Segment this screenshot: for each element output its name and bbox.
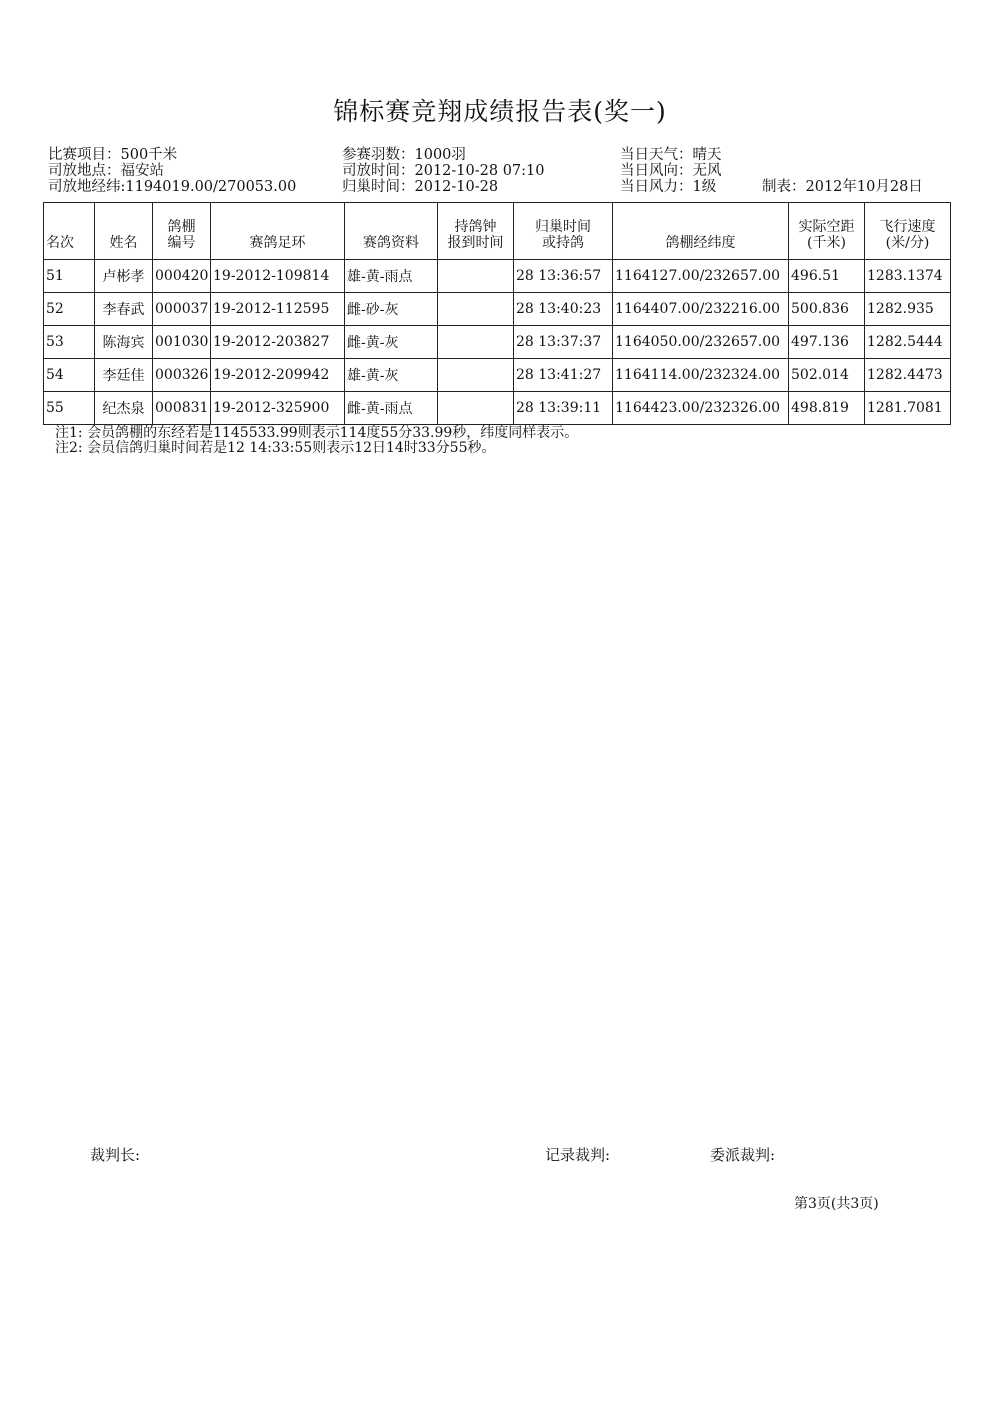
ring-cell: 19-2012-112595 xyxy=(211,293,345,326)
column-header-text: 归巢时间 xyxy=(535,219,591,235)
name-cell: 纪杰泉 xyxy=(95,392,153,425)
loft-id-cell: 000420 xyxy=(153,260,211,293)
coordinates-cell: 1164127.00/232657.00 xyxy=(613,260,789,293)
name-cell: 李廷佳 xyxy=(95,359,153,392)
delegated-judge-label: 委派裁判: xyxy=(710,1146,776,1164)
table-row xyxy=(44,293,951,326)
column-header-text: 编号 xyxy=(167,235,196,251)
info-column-left xyxy=(48,147,296,195)
column-header-text: 赛鸽足环 xyxy=(249,235,306,251)
release-time: 司放时间：2012-10-28 07:10 xyxy=(342,163,545,179)
wind-force: 当日风力：1级 xyxy=(620,179,717,195)
column-header-text: (米/分) xyxy=(885,235,930,251)
info-column-right xyxy=(620,147,722,195)
speed-cell: 1282.4473 xyxy=(865,359,951,392)
results-table xyxy=(43,202,951,425)
coordinates-cell: 1164050.00/232657.00 xyxy=(613,326,789,359)
table-row xyxy=(44,392,951,425)
column-header-text: 名次 xyxy=(46,235,74,251)
info-column-middle xyxy=(342,147,545,195)
column-header-text: 鸽棚经纬度 xyxy=(665,235,736,251)
column-header-text: 或持鸽 xyxy=(542,235,584,251)
distance-cell: 502.014 xyxy=(789,359,865,392)
loft-id-cell: 000037 xyxy=(153,293,211,326)
pigeon-info-cell: 雌-黄-灰 xyxy=(345,326,438,359)
table-row xyxy=(44,326,951,359)
rank-cell: 53 xyxy=(44,326,95,359)
loft-id-cell: 000326 xyxy=(153,359,211,392)
loft-id-cell: 000831 xyxy=(153,392,211,425)
page-number: 第3页(共3页) xyxy=(794,1196,879,1212)
rank-cell: 51 xyxy=(44,260,95,293)
release-location: 司放地点：福安站 xyxy=(48,163,164,179)
wind-direction: 当日风向：无风 xyxy=(620,163,722,179)
distance-cell: 497.136 xyxy=(789,326,865,359)
column-header-text: 鸽棚 xyxy=(167,219,196,235)
name-cell: 卢彬孝 xyxy=(95,260,153,293)
return-time-cell: 28 13:36:57 xyxy=(514,260,613,293)
clock-time-cell xyxy=(438,392,514,425)
column-header xyxy=(438,203,514,260)
column-header xyxy=(514,203,613,260)
column-header-text: 赛鸽资料 xyxy=(363,235,419,251)
speed-cell: 1282.935 xyxy=(865,293,951,326)
ring-cell: 19-2012-325900 xyxy=(211,392,345,425)
column-header-text: 实际空距 xyxy=(798,219,855,235)
clock-time-cell xyxy=(438,359,514,392)
speed-cell: 1282.5444 xyxy=(865,326,951,359)
coordinates-cell: 1164114.00/232324.00 xyxy=(613,359,789,392)
column-header xyxy=(44,203,95,260)
pigeon-info-cell: 雌-砂-灰 xyxy=(345,293,438,326)
rank-cell: 54 xyxy=(44,359,95,392)
rank-cell: 52 xyxy=(44,293,95,326)
column-header-text: 报到时间 xyxy=(447,235,504,251)
entry-count: 参赛羽数：1000羽 xyxy=(342,147,466,163)
column-header xyxy=(345,203,438,260)
column-header xyxy=(153,203,211,260)
clock-time-cell xyxy=(438,326,514,359)
name-cell: 陈海宾 xyxy=(95,326,153,359)
ring-cell: 19-2012-109814 xyxy=(211,260,345,293)
report-title: 锦标赛竞翔成绩报告表(奖一) xyxy=(333,97,667,126)
column-header xyxy=(95,203,153,260)
table-row xyxy=(44,359,951,392)
column-header xyxy=(613,203,789,260)
return-time-cell: 28 13:37:37 xyxy=(514,326,613,359)
weather: 当日天气：晴天 xyxy=(620,147,722,163)
pigeon-info-cell: 雌-黄-雨点 xyxy=(345,392,438,425)
coordinates-cell: 1164407.00/232216.00 xyxy=(613,293,789,326)
release-coordinates: 司放地经纬:1194019.00/270053.00 xyxy=(48,179,297,195)
column-header-text: 姓名 xyxy=(109,235,138,251)
clock-time-cell xyxy=(438,260,514,293)
chief-judge-label: 裁判长: xyxy=(90,1146,141,1164)
column-header-text: (千米) xyxy=(807,235,846,251)
ring-cell: 19-2012-209942 xyxy=(211,359,345,392)
race-item: 比赛项目：500千米 xyxy=(48,147,178,163)
coordinates-cell: 1164423.00/232326.00 xyxy=(613,392,789,425)
rank-cell: 55 xyxy=(44,392,95,425)
speed-cell: 1281.7081 xyxy=(865,392,951,425)
speed-cell: 1283.1374 xyxy=(865,260,951,293)
note-2: 注2: 会员信鸽归巢时间若是12 14:33:55则表示12日14时33分55秒。 xyxy=(55,440,496,456)
column-header xyxy=(789,203,865,260)
column-header xyxy=(211,203,345,260)
ring-cell: 19-2012-203827 xyxy=(211,326,345,359)
return-time: 归巢时间：2012-10-28 xyxy=(342,179,499,195)
pigeon-info-cell: 雄-黄-灰 xyxy=(345,359,438,392)
distance-cell: 496.51 xyxy=(789,260,865,293)
column-header-text: 持鸽钟 xyxy=(454,219,497,235)
return-time-cell: 28 13:41:27 xyxy=(514,359,613,392)
notes xyxy=(55,426,578,456)
name-cell: 李春武 xyxy=(95,293,153,326)
pigeon-info-cell: 雄-黄-雨点 xyxy=(345,260,438,293)
distance-cell: 500.836 xyxy=(789,293,865,326)
loft-id-cell: 001030 xyxy=(153,326,211,359)
column-header-text: 飞行速度 xyxy=(879,219,936,235)
made-date: 制表：2012年10月28日 xyxy=(762,179,923,195)
return-time-cell: 28 13:39:11 xyxy=(514,392,613,425)
return-time-cell: 28 13:40:23 xyxy=(514,293,613,326)
table-header-row xyxy=(44,203,951,260)
distance-cell: 498.819 xyxy=(789,392,865,425)
note-1: 注1: 会员鸽棚的东经若是1145533.99则表示114度55分33.99秒，纬度同样表示。 xyxy=(55,425,579,441)
column-header xyxy=(865,203,951,260)
clock-time-cell xyxy=(438,293,514,326)
table-row xyxy=(44,260,951,293)
recording-judge-label: 记录裁判: xyxy=(545,1146,611,1164)
